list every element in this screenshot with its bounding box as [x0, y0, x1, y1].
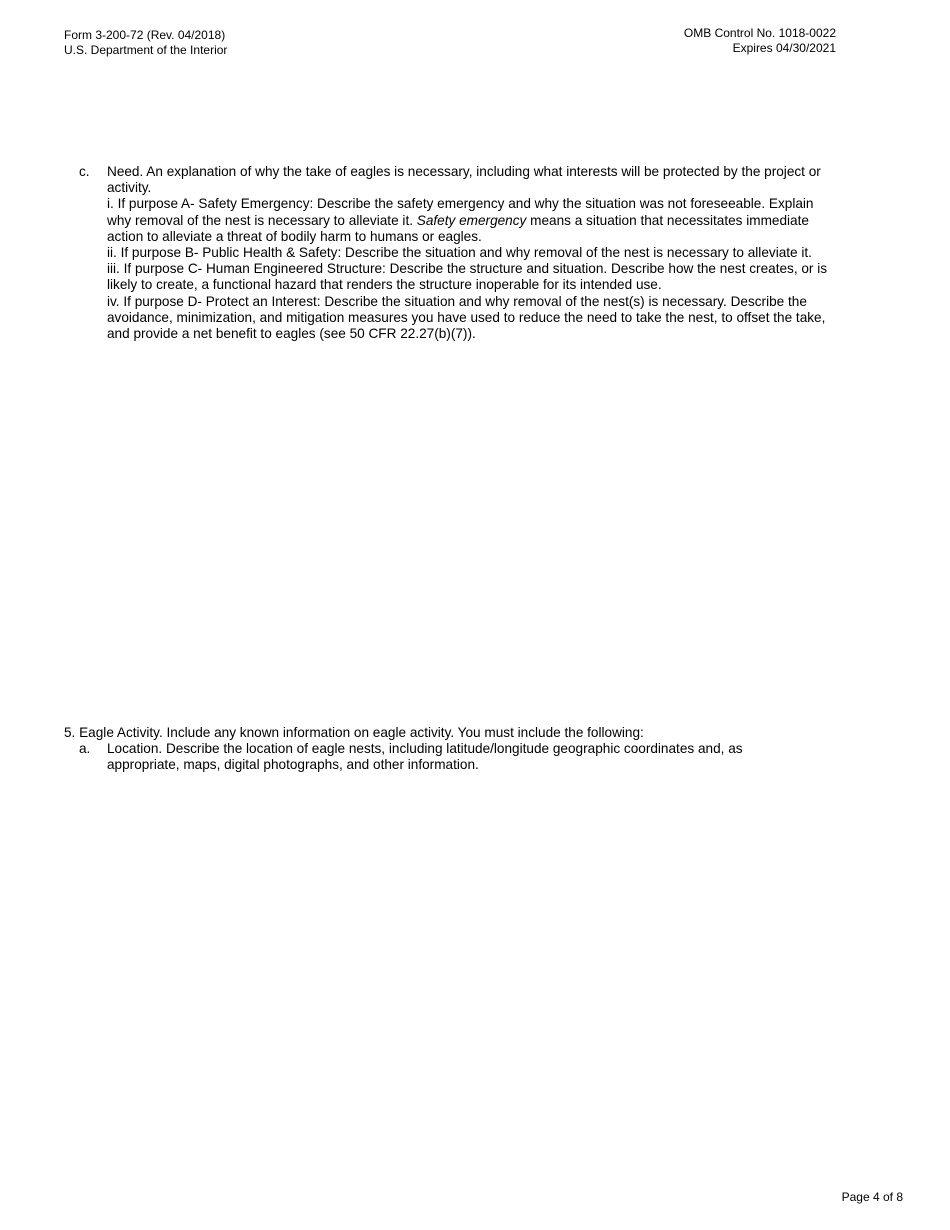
purpose-b-text: ii. If purpose B- Public Health & Safety: Describe the situation and why removal of the nest is necessary to alleviate it.: [107, 245, 812, 261]
form-number: Form 3-200-72 (Rev. 04/2018): [64, 28, 226, 42]
page-number: Page 4 of 8: [841, 1190, 903, 1204]
form-header-right: [684, 26, 836, 56]
section-5-heading: 5. Eagle Activity. Include any known information on eagle activity. You must include the following:: [64, 725, 644, 740]
item-letter: a.: [79, 741, 91, 756]
expiration-date: Expires 04/30/2021: [732, 41, 836, 55]
omb-control-number: OMB Control No. 1018-0022: [683, 26, 836, 40]
purpose-a-term: Safety emergency: [416, 212, 527, 228]
item-letter: c.: [79, 164, 90, 179]
purpose-c-text: iii. If purpose C- Human Engineered Structure: Describe the structure and situation. Describe how the nest creates, or is likely to create, a functional hazard that renders the structure inoperable for its intended use.: [107, 261, 828, 293]
department-name: U.S. Department of the Interior: [64, 43, 228, 57]
purpose-a-end: means a situation that necessitates immediate action to alleviate a threat of bodily harm to humans or eagles.: [107, 212, 809, 244]
item-a-text: Location. Describe the location of eagle nests, including latitude/longitude geographic coordinates and, as appropriate, maps, digital photographs, and other information.: [107, 741, 743, 773]
purpose-a-text: [107, 196, 839, 245]
item-c-body: [107, 164, 839, 342]
item-c-need: [79, 164, 839, 342]
form-header-left: [64, 28, 227, 58]
item-a-location: [79, 741, 799, 773]
purpose-d-text: iv. If purpose D- Protect an Interest: Describe the situation and why removal of the nest(s) is necessary. Describe the avoidance, minimization, and mitigation measures you have used to reduce the need to take the nest, to offset the take, and provide a net benefit to eagles (see 50 CFR 22.27(b)(7)).: [107, 293, 826, 342]
purpose-a-start: i. If purpose A- Safety Emergency: Describe the safety emergency and why the situation was not foreseeable. Explain why removal of the nest is necessary to alleviate it.: [107, 196, 814, 228]
need-intro: Need. An explanation of why the take of eagles is necessary, including what interests will be protected by the project or activity.: [107, 164, 821, 196]
